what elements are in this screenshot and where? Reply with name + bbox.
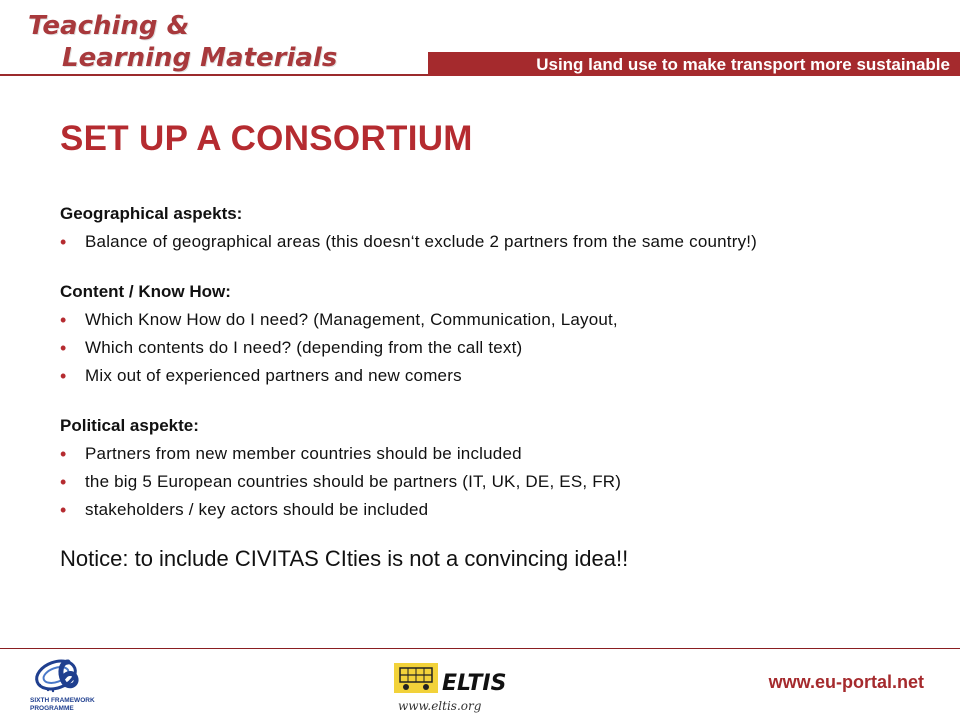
section-heading: Political aspekte: (60, 416, 199, 435)
slide-title: SET UP A CONSORTIUM (60, 119, 473, 158)
list-item-text: Balance of geographical areas (this doesn‘t exclude 2 partners from the same country!) (85, 232, 758, 251)
section-content-know-how (60, 278, 840, 390)
eu-portal-link[interactable]: www.eu-portal.net (768, 672, 924, 692)
bullet-icon: • (60, 444, 67, 464)
eltis-logo-url: www.eltis.org (398, 699, 482, 713)
section-political (60, 412, 840, 524)
notice-text: Notice: to include CIVITAS CIties is not a convincing idea!! (60, 546, 629, 571)
bullet-icon: • (60, 338, 67, 358)
bullet-icon: • (60, 366, 67, 386)
list-item-text: Which Know How do I need? (Management, Communication, Layout, (85, 310, 618, 329)
list-item-text: stakeholders / key actors should be included (85, 500, 429, 519)
list-item (60, 496, 840, 524)
list-item (60, 334, 840, 362)
fp6-logo-line1: SIXTH FRAMEWORK (30, 697, 95, 704)
bullet-icon: • (60, 232, 67, 252)
eltis-logo-name: ELTIS (442, 671, 507, 696)
section-geographical (60, 200, 840, 256)
list-item-text: Partners from new member countries should be included (85, 444, 522, 463)
list-item (60, 362, 840, 390)
header-title (28, 10, 337, 74)
list-item-text: Mix out of experienced partners and new comers (85, 366, 462, 385)
header-rule (0, 74, 428, 76)
list-item-text: Which contents do I need? (depending from the call text) (85, 338, 523, 357)
header-subtitle: Using land use to make transport more sustainable (536, 55, 950, 74)
bullet-icon: • (60, 310, 67, 330)
list-item (60, 468, 840, 496)
header-title-line1: Teaching & (28, 11, 190, 41)
footer-rule (0, 648, 960, 649)
slide-content (60, 200, 840, 574)
list-item (60, 228, 805, 256)
bullet-list (60, 306, 840, 390)
bullet-icon: • (60, 500, 67, 520)
list-item (60, 306, 840, 334)
sixth-framework-programme-logo (28, 655, 100, 713)
bullet-icon: • (60, 472, 67, 492)
bullet-list (60, 228, 840, 256)
header-banner (428, 52, 960, 76)
eltis-bus-logo (390, 657, 520, 715)
bullet-list (60, 440, 840, 524)
list-item-text: the big 5 European countries should be partners (IT, UK, DE, ES, FR) (85, 472, 622, 491)
section-heading: Content / Know How: (60, 282, 231, 301)
list-item (60, 440, 840, 468)
fp6-logo-line2: PROGRAMME (30, 705, 74, 712)
header-title-line2: Learning Materials (62, 43, 338, 73)
section-heading: Geographical aspekts: (60, 204, 243, 223)
